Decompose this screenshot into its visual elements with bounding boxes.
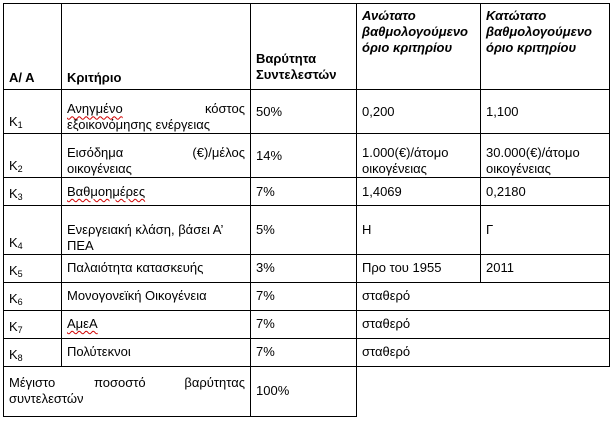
min-cell: Γ [481, 206, 610, 254]
criterion-cell: Πολύτεκνοι [62, 338, 251, 366]
criterion-cell: Ενεργειακή κλάση, βάσει Α’ ΠΕΑ [62, 206, 251, 254]
header-aa: Α/ Α [4, 4, 62, 90]
min-cell: 1,100 [481, 90, 610, 134]
total-row [4, 366, 610, 416]
row-index: $K_8$ [4, 338, 62, 366]
header-weight: Βαρύτητα Συντελεστών [251, 4, 357, 90]
weight-cell: 5% [251, 206, 357, 254]
empty-cell [357, 366, 610, 416]
row-index: $K_6$ [4, 282, 62, 310]
max-cell: Προ του 1955 [357, 254, 481, 282]
row-index: $K_5$ [4, 254, 62, 282]
row-index: $K_2$ [4, 134, 62, 178]
table-row [4, 310, 610, 338]
criterion-cell: Ανηγμένο κόστος εξοικονόμησης ενέργειας [62, 90, 251, 134]
criteria-table [3, 3, 610, 417]
criterion-cell: Βαθμοημέρες [62, 178, 251, 206]
min-cell: 30.000(€)/άτομο οικογένειας [481, 134, 610, 178]
table-row [4, 338, 610, 366]
row-index: $K_1$ [4, 90, 62, 134]
total-label: Μέγιστο ποσοστό βαρύτητας συντελεστών [4, 366, 251, 416]
row-index: $K_4$ [4, 206, 62, 254]
weight-cell: 3% [251, 254, 357, 282]
criterion-cell: Παλαιότητα κατασκευής [62, 254, 251, 282]
min-cell: 2011 [481, 254, 610, 282]
max-cell: Η [357, 206, 481, 254]
total-weight: 100% [251, 366, 357, 416]
max-cell: 1,4069 [357, 178, 481, 206]
row-index: $K_3$ [4, 178, 62, 206]
criterion-cell: Εισόδημα (€)/μέλος οικογένειας [62, 134, 251, 178]
fixed-cell: σταθερό [357, 310, 610, 338]
header-max: Ανώτατο βαθμολογούμενο όριο κριτηρίου [357, 4, 481, 90]
table-row [4, 254, 610, 282]
weight-cell: 7% [251, 178, 357, 206]
fixed-cell: σταθερό [357, 282, 610, 310]
table-row [4, 90, 610, 134]
max-cell: 0,200 [357, 90, 481, 134]
row-index: $K_7$ [4, 310, 62, 338]
header-criterion: Κριτήριο [62, 4, 251, 90]
weight-cell: 50% [251, 90, 357, 134]
table-row [4, 282, 610, 310]
min-cell: 0,2180 [481, 178, 610, 206]
table-row [4, 134, 610, 178]
header-row [4, 4, 610, 90]
criterion-cell: Μονογονεϊκή Οικογένεια [62, 282, 251, 310]
criterion-cell: ΑμεΑ [62, 310, 251, 338]
weight-cell: 7% [251, 338, 357, 366]
weight-cell: 7% [251, 282, 357, 310]
weight-cell: 7% [251, 310, 357, 338]
fixed-cell: σταθερό [357, 338, 610, 366]
header-min: Κατώτατο βαθμολογούμενο όριο κριτηρίου [481, 4, 610, 90]
table-row [4, 206, 610, 254]
weight-cell: 14% [251, 134, 357, 178]
max-cell: 1.000(€)/άτομο οικογένειας [357, 134, 481, 178]
table-row [4, 178, 610, 206]
